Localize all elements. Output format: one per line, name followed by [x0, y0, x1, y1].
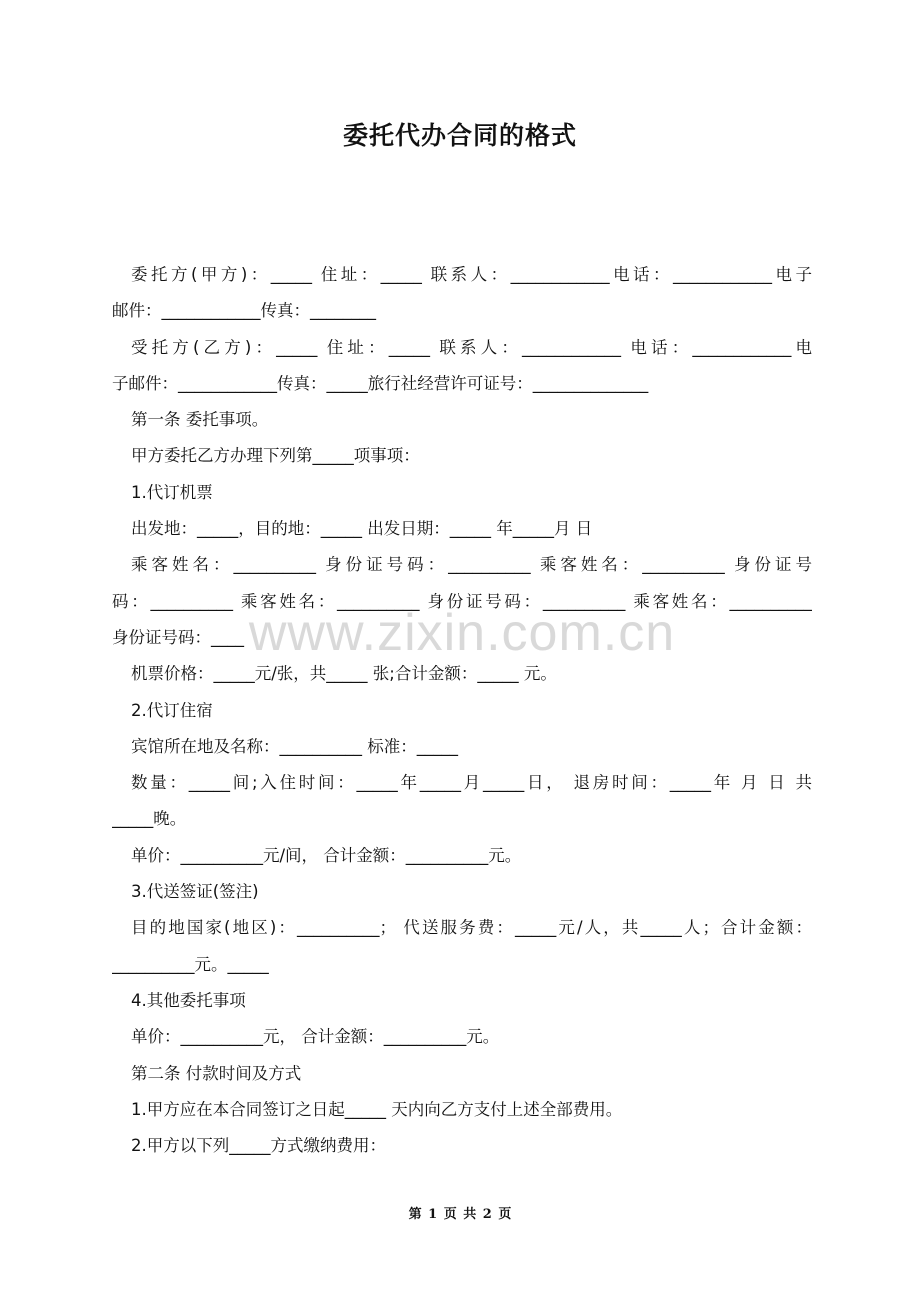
paragraph-line: 2.甲方以下列_____方式缴纳费用：	[131, 1136, 386, 1156]
section-heading: 第二条 付款时间及方式	[131, 1063, 302, 1083]
paragraph-line: 出发地：_____，目的地：_____ 出发日期：_____ 年_____月 日	[131, 519, 593, 539]
subsection-heading: 4.其他委托事项	[131, 990, 246, 1010]
paragraph-line: 机票价格：_____元/张，共_____ 张;合计金额：_____ 元。	[131, 664, 557, 684]
page-footer: 第 1 页 共 2 页	[408, 1207, 512, 1222]
paragraph-line: 邮件：____________传真：________	[112, 301, 376, 321]
watermark: www.zixin.com.cn	[248, 604, 676, 662]
paragraph-line: 单价：__________元/间， 合计金额：__________元。	[131, 845, 522, 865]
document-title: 委托代办合同的格式	[342, 121, 577, 150]
paragraph-line: 目的地国家(地区)：__________； 代送服务费：_____元/人，共_____人；合计金额：	[131, 918, 812, 938]
paragraph-line: 身份证号码：____	[112, 627, 244, 647]
subsection-heading: 3.代送签证(签注)	[131, 882, 259, 902]
section-heading: 第一条 委托事项。	[131, 410, 269, 430]
paragraph-line: 单价：__________元， 合计金额：__________元。	[131, 1027, 500, 1047]
document-body	[112, 257, 812, 1164]
paragraph-line: __________元。_____	[112, 954, 269, 974]
subsection-heading: 1.代订机票	[131, 482, 213, 502]
subsection-heading: 2.代订住宿	[131, 700, 213, 720]
paragraph-line: 受托方(乙方)：_____ 住址：_____ 联系人：____________ 电话：____________电	[131, 337, 812, 357]
paragraph-line: 数量：_____间;入住时间：_____年_____月_____日， 退房时间：_____年 月 日 共	[131, 773, 812, 793]
paragraph-line: 子邮件：____________传真：_____旅行社经营许可证号：______________	[112, 373, 649, 393]
paragraph-line: 1.甲方应在本合同签订之日起_____ 天内向乙方支付上述全部费用。	[131, 1099, 623, 1119]
paragraph-line: _____晚。	[112, 809, 187, 829]
paragraph-line: 委托方(甲方)：_____ 住址：_____ 联系人：____________电话：____________电子	[131, 265, 812, 284]
paragraph-line: 码：__________ 乘客姓名：__________ 身份证号码：__________ 乘客姓名：__________	[112, 591, 812, 611]
paragraph-line: 乘客姓名：__________ 身份证号码：__________ 乘客姓名：__________ 身份证号	[131, 555, 812, 575]
paragraph-line: 宾馆所在地及名称：__________ 标准：_____	[131, 736, 458, 756]
paragraph-line: 甲方委托乙方办理下列第_____项事项：	[131, 446, 420, 466]
